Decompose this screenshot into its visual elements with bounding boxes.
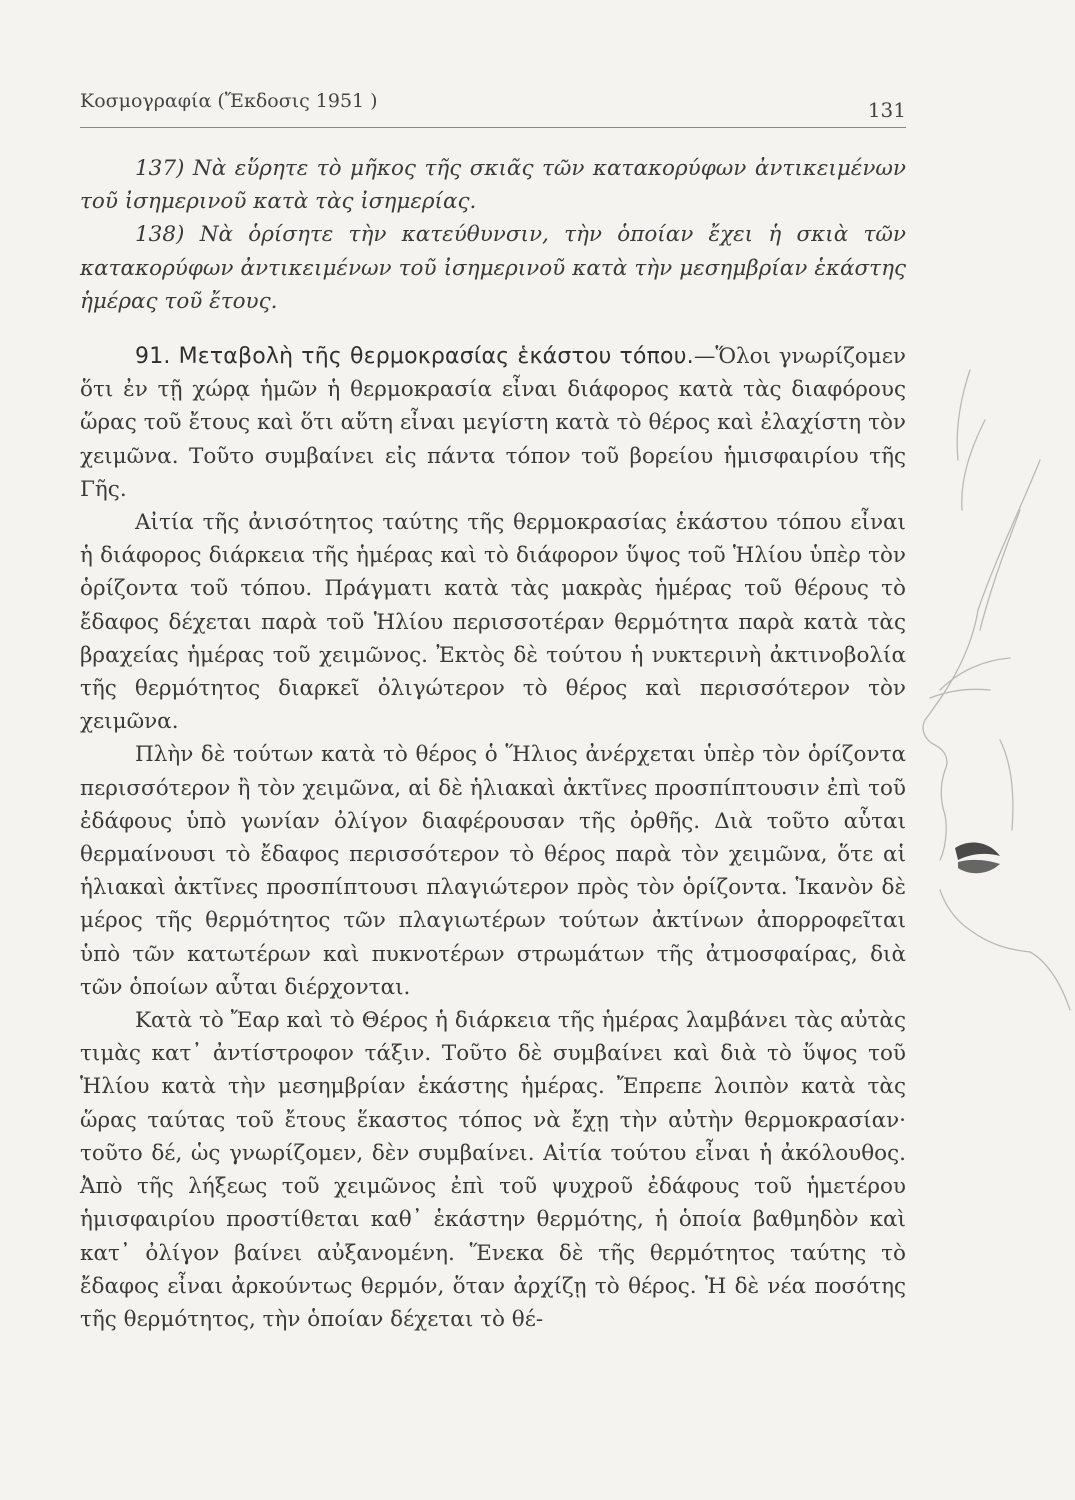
page-number: 131 xyxy=(867,98,906,122)
pencil-face-sketch-icon xyxy=(900,360,1075,1050)
page-header xyxy=(80,88,906,122)
paragraph-seasons: Κατὰ τὸ Ἔαρ καὶ τὸ Θέρος ἡ διάρκεια τῆς ἡμέρας λαμβάνει τὰς αὐτὰς τιμὰς κατ᾿ ἀντίστροφον τάξιν. Τοῦτο δὲ συμβαίνει καὶ διὰ τὸ ὕψος τοῦ Ἡλίου κατὰ τὴν μεσημβρίαν ἑκάστης ἡμέρας. Ἔπρεπε λοιπὸν κατὰ τὰς ὥρας ταύτας τοῦ ἔτους ἕκαστος τόπος νὰ ἔχῃ τὴν αὐτὴν θερμοκρασίαν· τοῦτο δέ, ὡς γνωρίζομεν, δὲν συμβαίνει. Αἰτία τούτου εἶναι ἡ ἀκόλουθος. Ἀπὸ τῆς λήξεως τοῦ χειμῶνος ἐπὶ τοῦ ψυχροῦ ἐδάφους τοῦ ἡμετέρου ἡμισφαιρίου προστίθεται καθ᾿ ἑκάστην θερμότης, ἡ ὁποία βαθμηδὸν καὶ κατ᾿ ὀλίγον βαίνει αὐξανομένη. Ἕνεκα δὲ τῆς θερμότητος ταύτης τὸ ἔδαφος εἶναι ἀρκούντως θερμόν, ὅταν ἀρχίζῃ τὸ θέρος. Ἡ δὲ νέα ποσότης τῆς θερμότητος, τὴν ὁποίαν δέχεται τὸ θέ- xyxy=(80,1008,906,1332)
header-rule xyxy=(80,127,906,128)
paragraph-causes: Αἰτία τῆς ἀνισότητος ταύτης τῆς θερμοκρασίας ἑκάστου τόπου εἶναι ἡ διάφορος διάρκεια τῆς ἡμέρας καὶ τὸ διάφορον ὕψος τοῦ Ἡλίου ὑπὲρ τὸν ὁρίζοντα τοῦ τόπου. Πράγματι κατὰ τὰς μακρὰς ἡμέρας τοῦ θέρους τὸ ἔδαφος δέχεται παρὰ τοῦ Ἡλίου περισσοτέραν θερμότητα παρὰ κατὰ τὰς βραχείας ἡμέρας τοῦ χειμῶνος. Ἐκτὸς δὲ τούτου ἡ νυκτερινὴ ἀκτινοβολία τῆς θερμότητος διαρκεῖ ὀλιγώτερον τὸ θέρος καὶ περισσότερον τὸν χειμῶνα. xyxy=(80,510,906,735)
section-91-paragraph xyxy=(80,340,906,506)
paragraph-sun-angle: Πλὴν δὲ τούτων κατὰ τὸ θέρος ὁ Ἥλιος ἀνέρχεται ὑπὲρ τὸν ὁρίζοντα περισσότερον ἢ τὸν χειμῶνα, αἱ δὲ ἡλιακαὶ ἀκτῖνες προσπίπτουσιν ἐπὶ τοῦ ἐδάφους ὑπὸ γωνίαν ὀλίγον διαφέρουσαν τῆς ὀρθῆς. Διὰ τοῦτο αὗται θερμαίνουσι τὸ ἔδαφος περισσότερον τὸ θέρος παρὰ τὸν χειμῶνα, ὅτε αἱ ἡλιακαὶ ἀκτῖνες προσπίπτουσι πλαγιώτερον πρὸς τὸν ὁρίζοντα. Ἱκανὸν δὲ μέρος τῆς θερμότητος τῶν πλαγιωτέρων τούτων ἀκτίνων ἀπορροφεῖται ὑπὸ τῶν κατωτέρων καὶ πυκνοτέρων στρωμάτων τῆς ἀτμοσφαίρας, διὰ τῶν ὁποίων αὗται διέρχονται. xyxy=(80,742,906,1000)
exercise-138: 138) Νὰ ὁρίσητε τὴν κατεύθυνσιν, τὴν ὁποίαν ἔχει ἡ σκιὰ τῶν κατακορύφων ἀντικειμένων τοῦ ἰσημερινοῦ κατὰ τὴν μεσημβρίαν ἑκάστης ἡμέρας τοῦ ἔτους. xyxy=(80,222,906,314)
body-text xyxy=(80,152,906,1336)
exercise-137: 137) Νὰ εὕρητε τὸ μῆκος τῆς σκιᾶς τῶν κατακορύφων ἀντικειμένων τοῦ ἰσημερινοῦ κατὰ τὰς ἰσημερίας. xyxy=(80,156,906,215)
running-title: Κοσμογραφία (Ἔκδοσις 1951 ) xyxy=(80,90,378,112)
section-title: 91. Μεταβολὴ τῆς θερμοκρασίας ἑκάστου τόπου. xyxy=(135,344,694,370)
section-intro-text: —Ὅλοι γνωρίζομεν ὅτι ἐν τῇ χώρᾳ ἡμῶν ἡ θερμοκρασία εἶναι διάφορος κατὰ τὰς διαφόρους ὥρας τοῦ ἔτους καὶ ὅτι αὕτη εἶναι μεγίστη κατὰ τὸ θέρος καὶ ἐλαχίστη τὸν χειμῶνα. Τοῦτο συμβαίνει εἰς πάντα τόπον τοῦ βορείου ἡμισφαιρίου τῆς Γῆς. xyxy=(80,344,906,502)
